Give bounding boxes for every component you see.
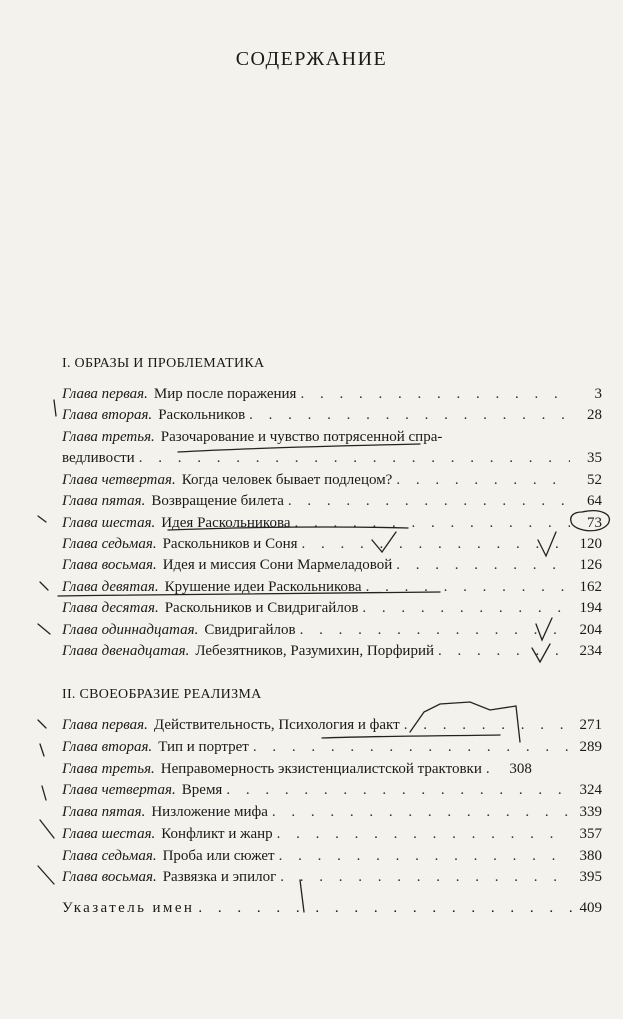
margin-tick <box>40 820 54 838</box>
chapter-title: Разочарование и чувство потрясенной спра- <box>160 429 443 445</box>
page-number: 357 <box>579 826 602 842</box>
chapter-label: Глава восьмая. <box>62 557 157 573</box>
toc-entry <box>62 536 602 556</box>
leader-dots <box>362 600 570 617</box>
page-number: 271 <box>579 717 602 733</box>
margin-tick <box>40 582 48 590</box>
toc-entry <box>62 493 602 513</box>
chapter-title: Неправомерность экзистенциалистской трактовки <box>160 761 482 777</box>
toc-entry <box>62 600 602 620</box>
chapter-title: Крушение идеи Раскольникова <box>164 579 362 595</box>
toc-entry <box>62 472 602 492</box>
page-number: 234 <box>579 643 602 659</box>
page-number: 380 <box>579 848 602 864</box>
chapter-title: Возвращение билета <box>151 493 284 509</box>
leader-dots <box>300 386 570 403</box>
chapter-label: Глава первая. <box>62 386 148 402</box>
toc-entry <box>62 643 602 663</box>
chapter-label: Глава десятая. <box>62 600 159 616</box>
page-number: 64 <box>587 493 602 509</box>
leader-dots <box>295 515 570 532</box>
page-number: 308 <box>509 761 532 777</box>
chapter-title: Развязка и эпилог <box>162 869 277 885</box>
leader-dots <box>396 557 570 574</box>
leader-dots <box>438 643 570 660</box>
chapter-label: Глава двенадцатая. <box>62 643 190 659</box>
toc-entry <box>62 515 602 535</box>
chapter-title: Конфликт и жанр <box>161 826 273 842</box>
leader-dots <box>226 782 570 799</box>
leader-dots <box>366 579 570 596</box>
chapter-label: Глава вторая. <box>62 739 153 755</box>
chapter-title: Низложение мифа <box>151 804 268 820</box>
page-number: 324 <box>579 782 602 798</box>
margin-tick <box>38 720 46 728</box>
chapter-label: Глава четвертая. <box>62 472 176 488</box>
index-title: Указатель имен <box>62 900 195 916</box>
margin-tick <box>54 400 56 416</box>
part-2-heading: II. СВОЕОБРАЗИЕ РЕАЛИЗМА <box>62 687 262 702</box>
toc-entry <box>62 407 602 427</box>
toc-entry <box>62 782 602 802</box>
page-number: 35 <box>587 450 602 466</box>
chapter-title: Раскольников <box>158 407 246 423</box>
leader-dots <box>279 848 570 865</box>
chapter-label: Глава девятая. <box>62 579 159 595</box>
name-index-entry <box>62 900 602 920</box>
page-number: 194 <box>579 600 602 616</box>
page-number: 162 <box>579 579 602 595</box>
chapter-label: Глава восьмая. <box>62 869 157 885</box>
page-title: СОДЕРЖАНИЕ <box>235 48 388 70</box>
page-number: 339 <box>579 804 602 820</box>
leader-dots <box>486 761 500 778</box>
chapter-label: Глава четвертая. <box>62 782 176 798</box>
chapter-label: Глава шестая. <box>62 826 156 842</box>
page-number: 204 <box>579 622 602 638</box>
toc-entry <box>62 869 602 889</box>
chapter-title-continued: ведливости <box>62 450 135 466</box>
leader-dots <box>302 536 570 553</box>
leader-dots <box>404 717 570 734</box>
chapter-title: Идея Раскольникова <box>161 515 291 531</box>
leader-dots <box>396 472 570 489</box>
toc-entry <box>62 804 602 824</box>
page-number: 395 <box>579 869 602 885</box>
leader-dots <box>300 622 570 639</box>
page-number: 52 <box>587 472 602 488</box>
toc-entry-continued <box>62 450 602 470</box>
page-number: 3 <box>594 386 602 402</box>
chapter-title: Раскольников и Свидригайлов <box>164 600 359 616</box>
leader-dots <box>139 450 570 467</box>
page-number: 120 <box>579 536 602 552</box>
page-number: 73 <box>587 515 602 531</box>
chapter-title: Свидригайлов <box>204 622 296 638</box>
chapter-label: Глава седьмая. <box>62 848 157 864</box>
chapter-title: Идея и миссия Сони Мармеладовой <box>162 557 393 573</box>
chapter-title: Действительность, Психология и факт <box>153 717 400 733</box>
chapter-label: Глава седьмая. <box>62 536 157 552</box>
toc-entry <box>62 386 602 406</box>
leader-dots <box>280 869 570 886</box>
chapter-label: Глава третья. <box>62 761 155 777</box>
toc-entry <box>62 429 602 449</box>
chapter-title: Мир после поражения <box>153 386 297 402</box>
page-number: 409 <box>579 900 602 916</box>
leader-dots <box>198 900 575 917</box>
chapter-label: Глава вторая. <box>62 407 153 423</box>
part-1-heading: I. ОБРАЗЫ И ПРОБЛЕМАТИКА <box>62 356 265 371</box>
chapter-title: Раскольников и Соня <box>162 536 298 552</box>
chapter-label: Глава третья. <box>62 429 155 445</box>
chapter-label: Глава пятая. <box>62 804 146 820</box>
page-number: 289 <box>579 739 602 755</box>
toc-entry <box>62 848 602 868</box>
toc-entry <box>62 717 602 737</box>
margin-tick <box>40 744 44 756</box>
leader-dots <box>288 493 570 510</box>
chapter-label: Глава одиннадцатая. <box>62 622 199 638</box>
margin-tick <box>38 516 46 522</box>
page-number: 28 <box>587 407 602 423</box>
leader-dots <box>253 739 570 756</box>
margin-tick <box>38 866 54 884</box>
toc-entry <box>62 557 602 577</box>
toc-entry <box>62 622 602 642</box>
chapter-label: Глава пятая. <box>62 493 146 509</box>
leader-dots <box>277 826 570 843</box>
toc-entry <box>62 761 602 781</box>
chapter-label: Глава шестая. <box>62 515 156 531</box>
leader-dots <box>272 804 570 821</box>
chapter-title: Время <box>181 782 223 798</box>
chapter-title: Проба или сюжет <box>162 848 275 864</box>
chapter-label: Глава первая. <box>62 717 148 733</box>
chapter-title: Когда человек бывает подлецом? <box>181 472 393 488</box>
toc-entry <box>62 579 602 599</box>
leader-dots <box>249 407 570 424</box>
toc-entry <box>62 826 602 846</box>
chapter-title: Лебезятников, Разумихин, Порфирий <box>195 643 434 659</box>
chapter-title: Тип и портрет <box>158 739 249 755</box>
margin-tick <box>38 624 50 634</box>
margin-tick <box>42 786 46 800</box>
toc-entry <box>62 739 602 759</box>
page-number: 126 <box>579 557 602 573</box>
